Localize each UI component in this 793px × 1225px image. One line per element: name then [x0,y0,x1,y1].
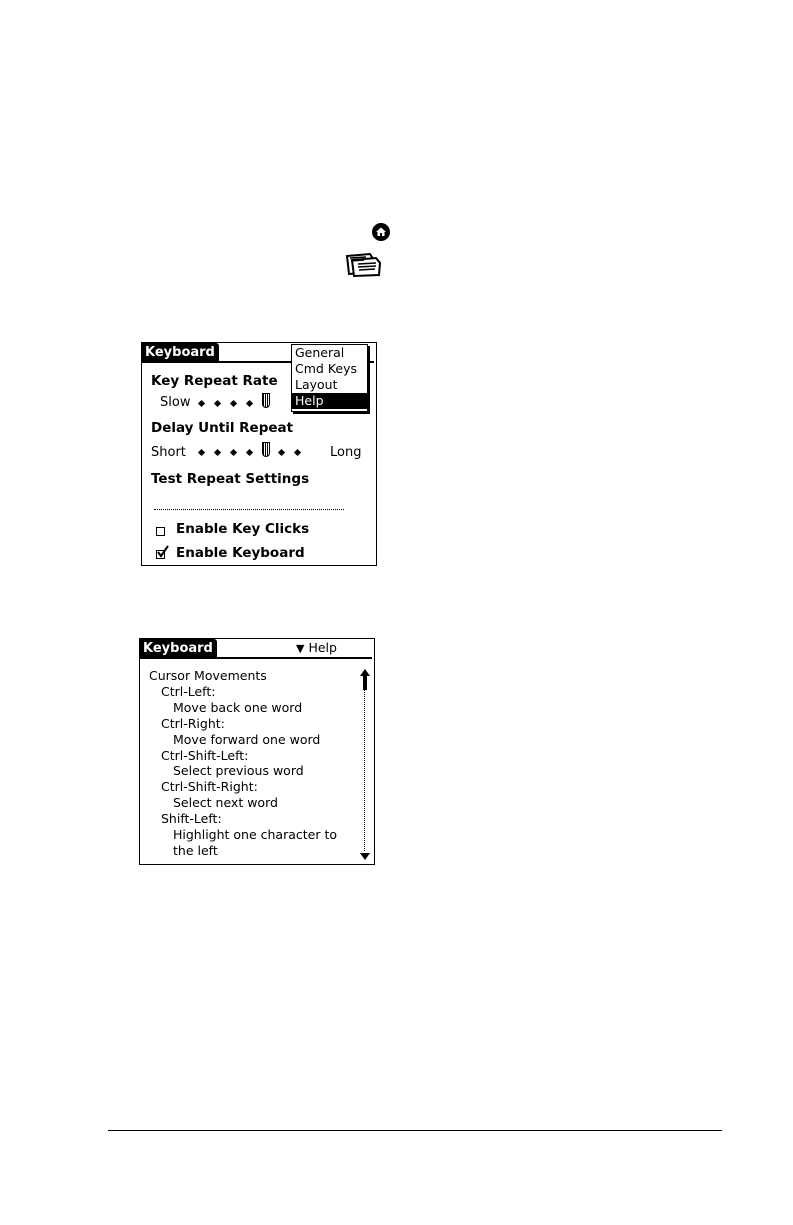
slider-step-diamond [214,400,221,407]
help-line: the left [173,842,218,858]
slider-step-diamond [198,449,205,456]
help-line: Move forward one word [173,731,321,747]
slider-step-diamond [230,400,237,407]
page-footer-rule [108,1130,722,1131]
enable-key-clicks-label[interactable]: Enable Key Clicks [176,521,310,537]
menu-item-general[interactable]: General [295,345,345,360]
slider-step-diamond [278,449,285,456]
slider-step-diamond [294,449,301,456]
delay-until-repeat-label: Delay Until Repeat [151,420,294,436]
help-line: Select previous word [173,763,304,779]
menu-item-layout[interactable]: Layout [295,377,338,392]
scrollbar[interactable] [358,668,372,864]
long-label: Long [330,445,362,460]
dropdown-label: Help [308,640,337,655]
screen-title[interactable]: Keyboard [142,343,219,363]
help-dropdown[interactable] [296,640,337,655]
slider-thumb[interactable] [262,393,270,408]
delay-until-repeat-slider[interactable] [199,442,329,460]
enable-key-clicks-checkbox[interactable] [156,527,165,536]
slider-thumb[interactable] [262,442,270,457]
short-label: Short [151,445,186,460]
help-line: Shift-Left: [161,811,222,827]
home-icon [371,222,391,242]
help-line: Cursor Movements [149,668,267,683]
scroll-down-arrow-icon [360,853,370,860]
help-line: Ctrl-Shift-Left: [161,747,249,763]
test-repeat-settings-label: Test Repeat Settings [151,471,310,487]
menu-item-help[interactable]: Help [292,393,367,409]
keyboard-preferences-screen [141,342,377,566]
slider-step-diamond [230,449,237,456]
keyboard-help-screen [139,638,375,865]
help-line: Ctrl-Right: [161,715,225,731]
slider-step-diamond [246,449,253,456]
slider-step-diamond [246,400,253,407]
menu-folder-icon [344,252,388,278]
help-line: Ctrl-Left: [161,683,216,699]
help-line: Ctrl-Shift-Right: [161,779,258,795]
options-menu [291,344,368,412]
title-rule [140,657,372,659]
scroll-up-arrow-icon [360,669,370,676]
slider-step-diamond [198,400,205,407]
slow-label: Slow [160,395,191,410]
dropdown-arrow-icon: ▼ [296,642,305,655]
help-line: Move back one word [173,699,303,715]
test-entry-line[interactable] [154,509,344,510]
help-line: Select next word [173,795,278,811]
enable-keyboard-label[interactable]: Enable Keyboard [176,545,305,561]
checkmark-icon [156,545,170,559]
menu-item-cmd-keys[interactable]: Cmd Keys [295,361,357,376]
key-repeat-rate-label: Key Repeat Rate [151,373,278,389]
slider-step-diamond [214,449,221,456]
scroll-thumb [363,676,367,690]
help-line: Highlight one character to [173,827,338,842]
screen-title[interactable]: Keyboard [140,639,217,659]
